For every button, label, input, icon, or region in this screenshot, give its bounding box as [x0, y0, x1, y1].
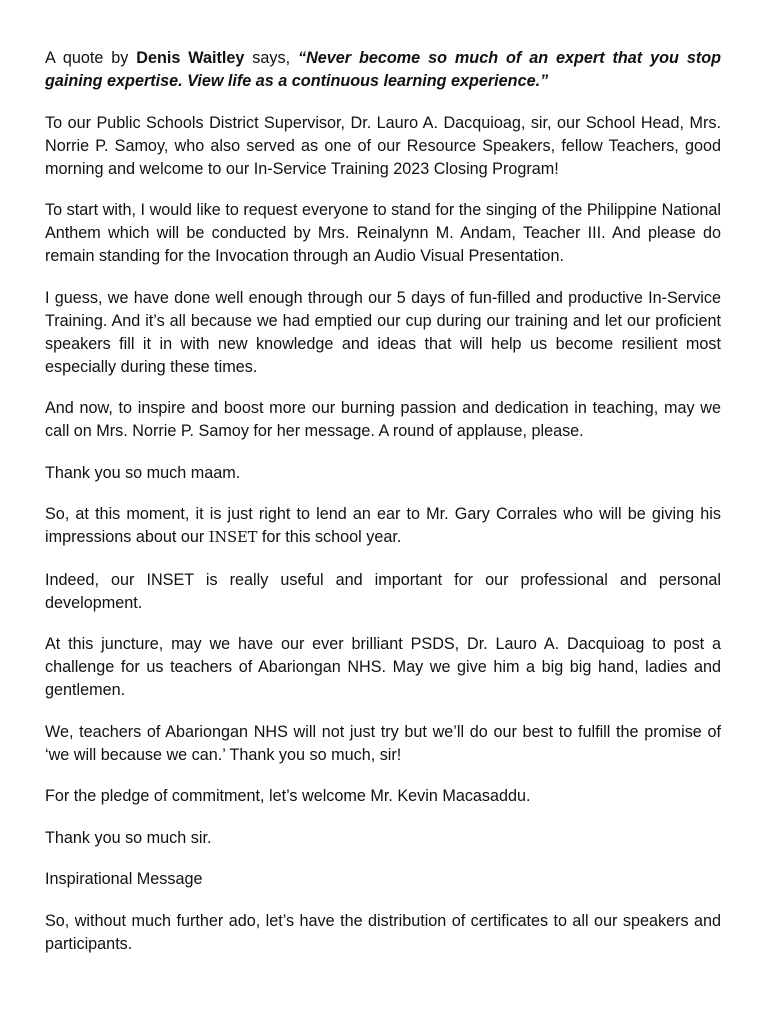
quote-author: Denis Waitley: [136, 49, 245, 67]
quote-prefix: A quote by: [45, 49, 137, 67]
paragraph-promise: We, teachers of Abariongan NHS will not just try but we’ll do our best to fulfill the promise of ‘we will because we can.’ Thank you so much, sir!: [45, 722, 721, 764]
paragraph-greeting: To our Public Schools District Supervisor, Dr. Lauro A. Dacquioag, sir, our School Head, Mrs. Norrie P. Samoy, who also served as one of our Resource Speakers, fellow Teachers, good morning and welcome to our In-Service Training 2023 Closing Program!: [45, 113, 721, 178]
paragraph-training: I guess, we have done well enough through our 5 days of fun-filled and productive In-Service Training. And it’s all because we had emptied our cup during our training and let our proficient speakers fill it in with new knowledge and ideas that will help us become resilient most especially during these times.: [45, 288, 721, 376]
impressions-text-before: So, at this moment, it is just right to lend an ear to Mr. Gary Corrales who will be giving his impressions about our: [45, 505, 721, 546]
quote-says: says,: [244, 49, 298, 67]
document-page: [45, 47, 721, 974]
paragraph-inset-useful: Indeed, our INSET is really useful and important for our professional and personal development.: [45, 570, 721, 612]
paragraph-psds-challenge: At this juncture, may we have our ever brilliant PSDS, Dr. Lauro A. Dacquioag to post a challenge for us teachers of Abariongan NHS. May we give him a big big hand, ladies and gentlemen.: [45, 635, 721, 699]
paragraph-message-call: And now, to inspire and boost more our burning passion and dedication in teaching, may we call on Mrs. Norrie P. Samoy for her message. A round of applause, please.: [45, 399, 721, 440]
paragraph-anthem: To start with, I would like to request everyone to stand for the singing of the Philippine National Anthem which will be conducted by Mrs. Reinalynn M. Andam, Teacher III. And please do remain standing for the Invocation through an Audio Visual Presentation.: [45, 201, 721, 265]
impressions-text-after: for this school year.: [257, 528, 402, 546]
paragraph-certificates: So, without much further ado, let’s have the distribution of certificates to all our speakers and participants.: [45, 911, 721, 953]
paragraph-inspirational-message: Inspirational Message: [45, 870, 203, 888]
paragraph-thanks-sir: Thank you so much sir.: [45, 828, 212, 847]
impressions-inset: INSET: [208, 530, 258, 546]
paragraph-thanks-maam: Thank you so much maam.: [45, 463, 241, 482]
quote-text: “Never become so much of an expert that you stop gaining expertise. View life as a continuous learning experience.”: [45, 49, 721, 90]
quote-paragraph: [45, 47, 721, 93]
paragraph-pledge: For the pledge of commitment, let’s welcome Mr. Kevin Macasaddu.: [45, 787, 531, 805]
paragraph-impressions: [45, 503, 721, 550]
